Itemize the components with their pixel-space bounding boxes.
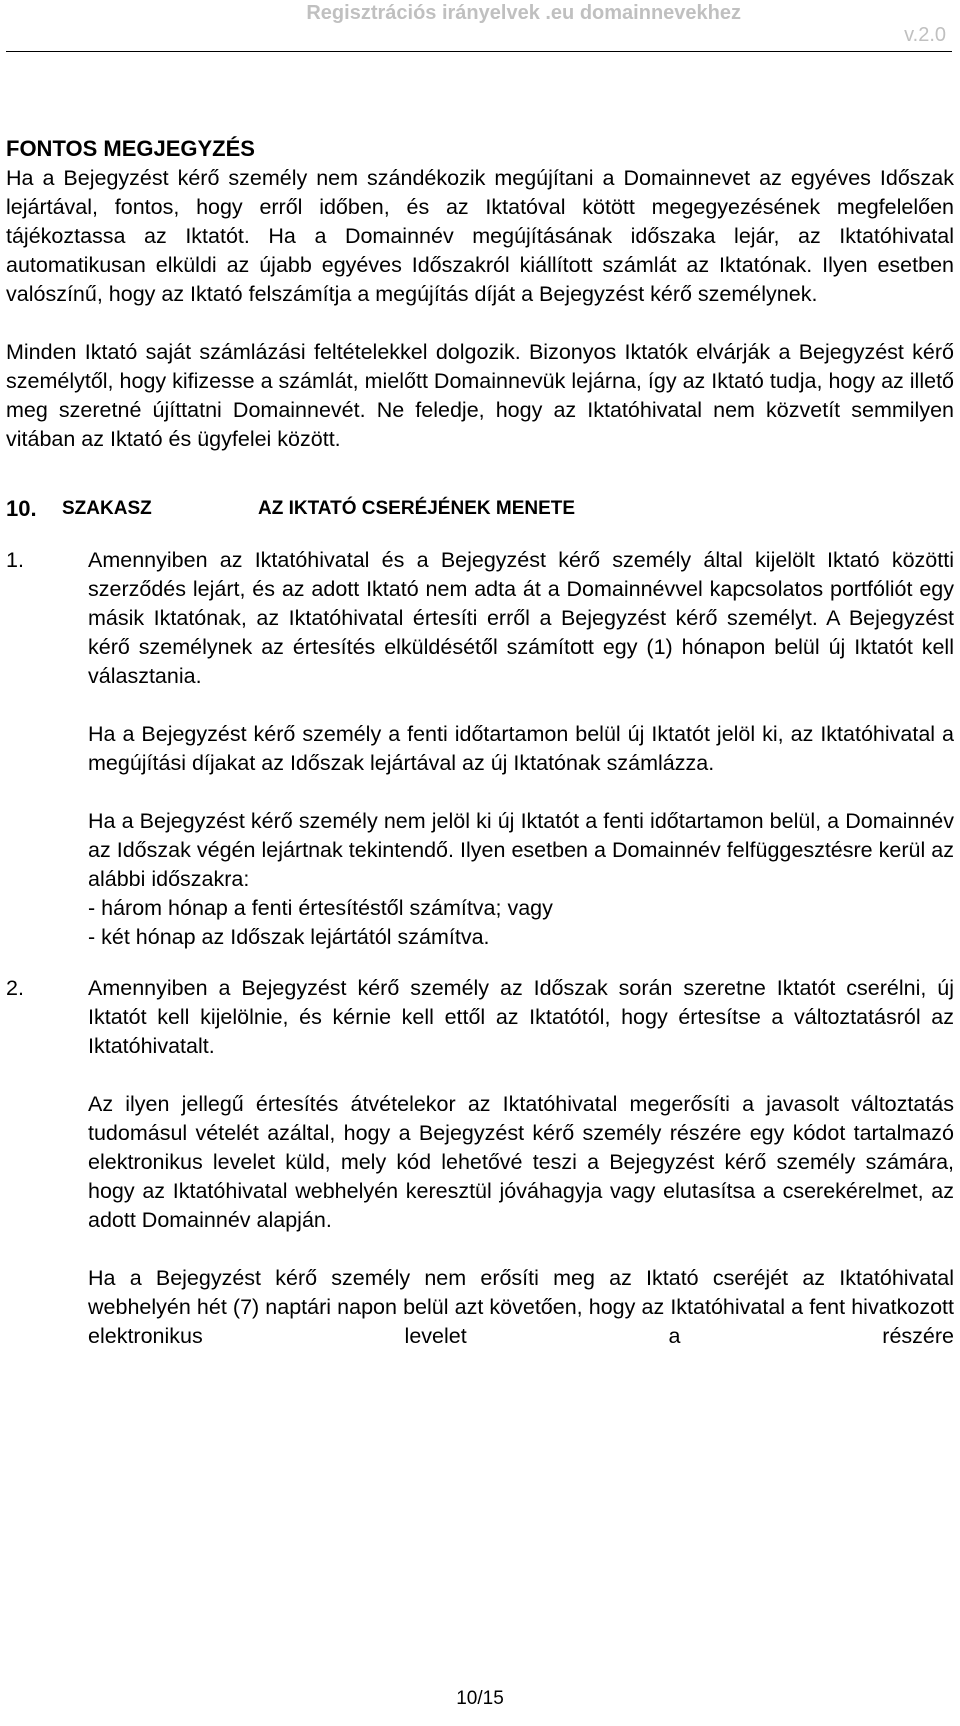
bullet-line: - három hónap a fenti értesítéstől számítva; vagy (88, 896, 553, 920)
list-item (6, 546, 954, 952)
bullet-line: - két hónap az Időszak lejártától számítva. (88, 925, 490, 949)
item-body (88, 546, 954, 952)
item-paragraph: Ha a Bejegyzést kérő személy nem erősíti meg az Iktató cseréjét az Iktatóhivatal webhelyén hét (7) naptári napon belül azt követően, hogy az Iktatóhivatal a fent hivatkozott elektronikus levelet a részére (88, 1266, 954, 1348)
item-number: 2. (6, 976, 24, 1000)
page-content (6, 134, 954, 1351)
list-item (6, 974, 954, 1351)
notice-paragraph: Ha a Bejegyzést kérő személy nem szándékozik megújítani a Domainnevet az egyéves Időszak lejártával, fontos, hogy erről időben, és az Iktatóval kötött megegyezésének megfelelően tájékoztassa az Iktatót. Ha a Domainnév megújításának időszaka lejár, az Iktatóhivatal automatikusan elküldi az újabb egyéves Időszakról kiállított számlát az Iktatónak. Ilyen esetben valószínű, hogy az Iktató felszámítja a megújítás díját a Bejegyzést kérő személynek. (6, 166, 954, 306)
item-paragraph: Amennyiben az Iktatóhivatal és a Bejegyzést kérő személy által kijelölt Iktató közötti szerződés lejárt, és az adott Iktató nem adta át a Domainnévvel kapcsolatos portfóliót egy másik Iktatónak, az Iktatóhivatal értesíti erről a Bejegyzést kérő személyt. A Bejegyzést kérő személynek az értesítés elküldésétől számított egy (1) hónapon belül új Iktatót kell választania. (88, 548, 954, 688)
header-divider (6, 51, 952, 52)
document-title: Regisztrációs irányelvek .eu domainnevekhez (306, 2, 741, 24)
section-title: AZ IKTATÓ CSERÉJÉNEK MENETE (258, 498, 576, 519)
item-body (88, 974, 954, 1351)
document-version: v.2.0 (904, 24, 946, 46)
item-number: 1. (6, 548, 24, 572)
page-number: 10/15 (456, 1688, 504, 1709)
item-paragraph: Ha a Bejegyzést kérő személy a fenti időtartamon belül új Iktatót jelöl ki, az Iktatóhivatal a megújítási díjakat az Időszak lejártával az új Iktatónak számlázza. (88, 722, 954, 775)
notice-title: FONTOS MEGJEGYZÉS (6, 136, 255, 161)
section-heading (6, 494, 954, 524)
section-label: SZAKASZ (62, 498, 152, 519)
important-notice (6, 134, 954, 454)
item-paragraph: Az ilyen jellegű értesítés átvételekor az Iktatóhivatal megerősíti a javasolt változtatás tudomásul vételét azáltal, hogy a Bejegyzést kérő személy részére egy kódot tartalmazó elektronikus levelet küld, mely kód lehetővé teszi a Bejegyzést kérő személy számára, hogy az Iktatóhivatal webhelyén keresztül jóváhagyja vagy elutasítsa a cserekérelmet, az adott Domainnév alapján. (88, 1092, 954, 1232)
notice-paragraph: Minden Iktató saját számlázási feltételekkel dolgozik. Bizonyos Iktatók elvárják a Bejegyzést kérő személytől, hogy kifizesse a számlát, mielőtt Domainnevük lejárna, így az Iktató tudja, hogy az illető meg szeretné újíttatni Domainnevét. Ne feledje, hogy az Iktatóhivatal nem közvetít semmilyen vitában az Iktató és ügyfelei között. (6, 340, 954, 451)
section-number: 10. (6, 496, 37, 521)
item-paragraph: Ha a Bejegyzést kérő személy nem jelöl ki új Iktatót a fenti időtartamon belül, a Domainnév az Időszak végén lejártnak tekintendő. Ilyen esetben a Domainnév felfüggesztésre kerül az alábbi időszakra: (88, 809, 954, 891)
item-paragraph: Amennyiben a Bejegyzést kérő személy az Időszak során szeretne Iktatót cserélni, új Iktatót kell kijelölnie, és kérnie kell ettől az Iktatótól, hogy értesítse a változtatásról az Iktatóhivatalt. (88, 976, 954, 1058)
